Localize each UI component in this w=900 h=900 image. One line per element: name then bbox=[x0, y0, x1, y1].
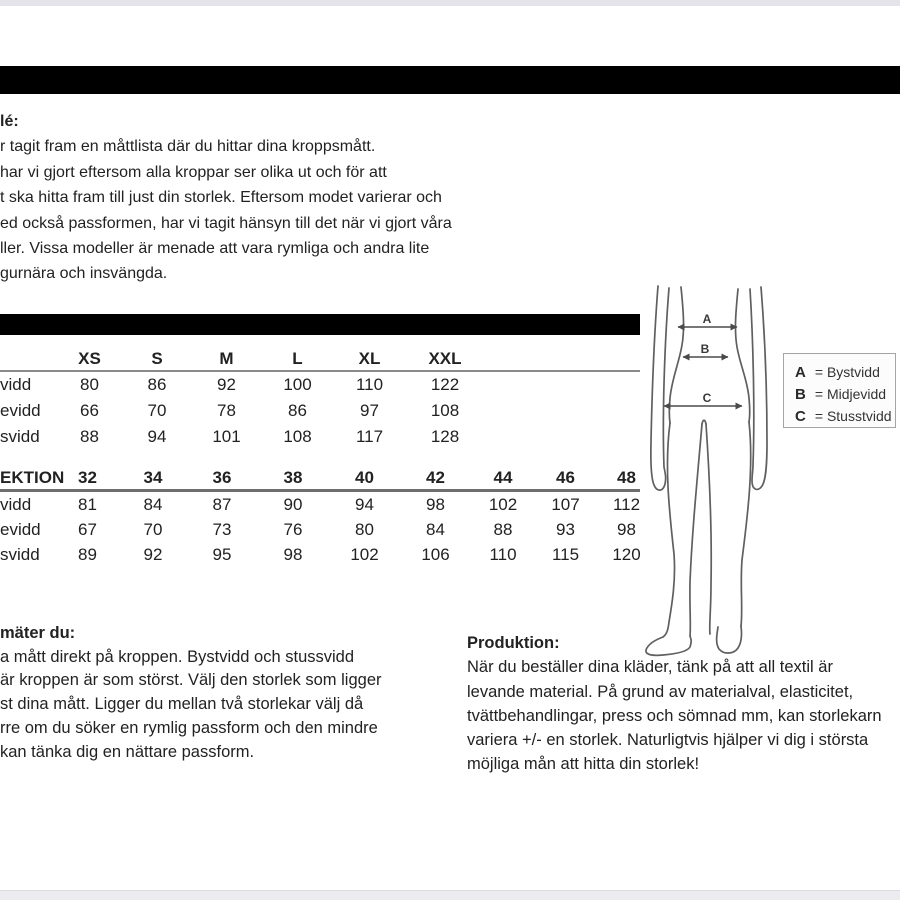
table-header-cell: XL bbox=[358, 349, 381, 368]
table-cell: 92 bbox=[143, 545, 163, 564]
top-letterbox-strip bbox=[0, 0, 900, 6]
table-header-cell: 36 bbox=[212, 468, 232, 487]
table-header-cell bbox=[0, 347, 56, 370]
legend-value: = Stusstvidd bbox=[814, 408, 892, 424]
table-cell: 102 bbox=[350, 545, 379, 564]
table-header-cell: 46 bbox=[556, 468, 575, 487]
row-label: svidd bbox=[0, 545, 40, 564]
measurement-legend bbox=[783, 353, 896, 428]
table-header-cell: S bbox=[151, 349, 163, 368]
table-header-cell: XS bbox=[78, 349, 101, 368]
table-row bbox=[0, 398, 640, 424]
table-cell: 106 bbox=[421, 545, 450, 564]
measure-line: kan tänka dig en nättare passform. bbox=[0, 742, 255, 761]
size-table-kollektion bbox=[0, 467, 657, 567]
table-header-cell: M bbox=[219, 349, 234, 368]
production-section bbox=[467, 631, 882, 777]
production-line: tvättbehandlingar, press och sömnad mm, kan storlekarn bbox=[467, 706, 882, 725]
figure-label-a: A bbox=[702, 312, 712, 326]
table-row bbox=[0, 372, 640, 398]
legend-value: = Bystvidd bbox=[814, 364, 880, 380]
measure-line: st dina mått. Ligger du mellan två storlekar välj då bbox=[0, 695, 364, 714]
table-row bbox=[0, 492, 657, 517]
table-cell: 98 bbox=[426, 495, 445, 514]
table-cell: 90 bbox=[283, 495, 303, 514]
table-header-cell: 38 bbox=[283, 468, 303, 487]
table-heading-cell: EKTION bbox=[0, 468, 65, 487]
measure-line: rre om du söker en rymlig passform och den mindre bbox=[0, 718, 378, 737]
table-cell: 70 bbox=[147, 401, 167, 420]
table-cell: 78 bbox=[217, 401, 236, 420]
production-line: variera +/- en storlek. Naturligtvis hjälper vi dig i största bbox=[467, 731, 869, 750]
table-cell: 84 bbox=[143, 495, 163, 514]
table-cell: 88 bbox=[80, 427, 99, 446]
intro-line: gurnära och insvängda. bbox=[0, 265, 168, 283]
table-cell: 110 bbox=[489, 545, 517, 564]
measure-line: är kroppen är som störst. Välj den storlek som ligger bbox=[0, 671, 382, 690]
legend-item bbox=[795, 405, 895, 427]
legend-item bbox=[795, 383, 895, 405]
table-cell: 81 bbox=[78, 495, 97, 514]
table-cell: 107 bbox=[551, 495, 580, 514]
how-to-measure-section bbox=[0, 622, 382, 764]
table-cell: 66 bbox=[80, 401, 99, 420]
table-header-cell: 48 bbox=[617, 468, 636, 487]
intro-line: t ska hitta fram till just din storlek. Eftersom modet varierar och bbox=[0, 189, 442, 207]
table-cell: 92 bbox=[217, 375, 236, 394]
body-measurement-figure bbox=[641, 282, 789, 657]
production-line: När du beställer dina kläder, tänk på att all textil är bbox=[467, 658, 833, 677]
table-cell: 108 bbox=[283, 427, 312, 446]
table-cell: 94 bbox=[147, 427, 167, 446]
row-label: evidd bbox=[0, 401, 41, 420]
figure-label-b: B bbox=[700, 342, 710, 356]
table-cell: 122 bbox=[430, 375, 460, 394]
table-cell: 80 bbox=[80, 375, 99, 394]
table-cell: 100 bbox=[283, 375, 312, 394]
legend-value: = Midjevidd bbox=[814, 386, 887, 402]
table-row bbox=[0, 542, 657, 567]
header-black-bar bbox=[0, 66, 900, 94]
row-label: vidd bbox=[0, 495, 32, 514]
bottom-letterbox-strip bbox=[0, 890, 900, 900]
size-table-letters bbox=[0, 347, 640, 450]
measure-line: a mått direkt på kroppen. Bystvidd och stussvidd bbox=[0, 647, 355, 666]
table-cell: 86 bbox=[288, 401, 307, 420]
figure-label-c: C bbox=[702, 391, 712, 405]
table-cell: 87 bbox=[212, 495, 232, 514]
table-cell: 97 bbox=[360, 401, 379, 420]
table-row bbox=[0, 517, 657, 542]
table-header-cell: 34 bbox=[143, 468, 163, 487]
table-header-cell: L bbox=[292, 349, 303, 368]
table-cell: 102 bbox=[488, 495, 518, 514]
table-cell: 110 bbox=[355, 375, 384, 394]
intro-heading: lé: bbox=[0, 113, 19, 130]
table-cell: 98 bbox=[617, 520, 636, 539]
measure-heading: mäter du: bbox=[0, 624, 76, 642]
table-cell: 76 bbox=[283, 520, 303, 539]
table-cell: 112 bbox=[612, 495, 641, 514]
table-header-cell: 44 bbox=[493, 468, 513, 487]
table-cell: 94 bbox=[355, 495, 374, 514]
table-header-cell: XXL bbox=[428, 349, 462, 368]
table-cell: 89 bbox=[78, 545, 97, 564]
table-header-row bbox=[0, 467, 657, 489]
row-label: vidd bbox=[0, 375, 32, 394]
table-header-row bbox=[0, 347, 640, 370]
table-cell: 115 bbox=[551, 545, 580, 564]
intro-line: har vi gjort eftersom alla kroppar ser olika ut och för att bbox=[0, 163, 387, 181]
table-cell: 80 bbox=[355, 520, 374, 539]
table-cell: 101 bbox=[212, 427, 241, 446]
table-header-cell: 32 bbox=[78, 468, 97, 487]
row-label: evidd bbox=[0, 520, 41, 539]
table-cell: 98 bbox=[283, 545, 303, 564]
intro-line: ed också passformen, har vi tagit hänsyn till det när vi gjort våra bbox=[0, 214, 452, 232]
intro-line: r tagit fram en måttlista där du hittar dina kroppsmått. bbox=[0, 138, 376, 156]
row-label: svidd bbox=[0, 427, 40, 446]
table-cell: 70 bbox=[143, 520, 163, 539]
table-cell: 93 bbox=[556, 520, 575, 539]
table-cell: 67 bbox=[78, 520, 97, 539]
production-line: levande material. På grund av materialval, elasticitet, bbox=[467, 682, 854, 701]
table-cell: 73 bbox=[212, 520, 232, 539]
legend-key: C bbox=[795, 408, 806, 425]
table-row bbox=[0, 424, 640, 450]
table-cell: 128 bbox=[430, 427, 460, 446]
table-header-cell: 40 bbox=[355, 468, 374, 487]
intro-section bbox=[0, 109, 452, 287]
table-cell: 108 bbox=[430, 401, 460, 420]
legend-key: B bbox=[795, 386, 806, 403]
table-cell: 84 bbox=[426, 520, 445, 539]
production-line: möjliga mån att hitta din storlek! bbox=[467, 755, 700, 774]
intro-line: ller. Vissa modeller är menade att vara rymliga och andra lite bbox=[0, 240, 430, 258]
table-cell: 95 bbox=[212, 545, 232, 564]
table-cell: 117 bbox=[355, 427, 384, 446]
table-cell: 88 bbox=[493, 520, 513, 539]
table-header-cell: 42 bbox=[426, 468, 445, 487]
table-cell: 120 bbox=[612, 545, 641, 564]
table-title-black-bar bbox=[0, 314, 640, 335]
legend-item bbox=[795, 361, 895, 383]
legend-key: A bbox=[795, 364, 806, 381]
table-cell: 86 bbox=[147, 375, 167, 394]
production-heading: Produktion: bbox=[467, 634, 560, 652]
